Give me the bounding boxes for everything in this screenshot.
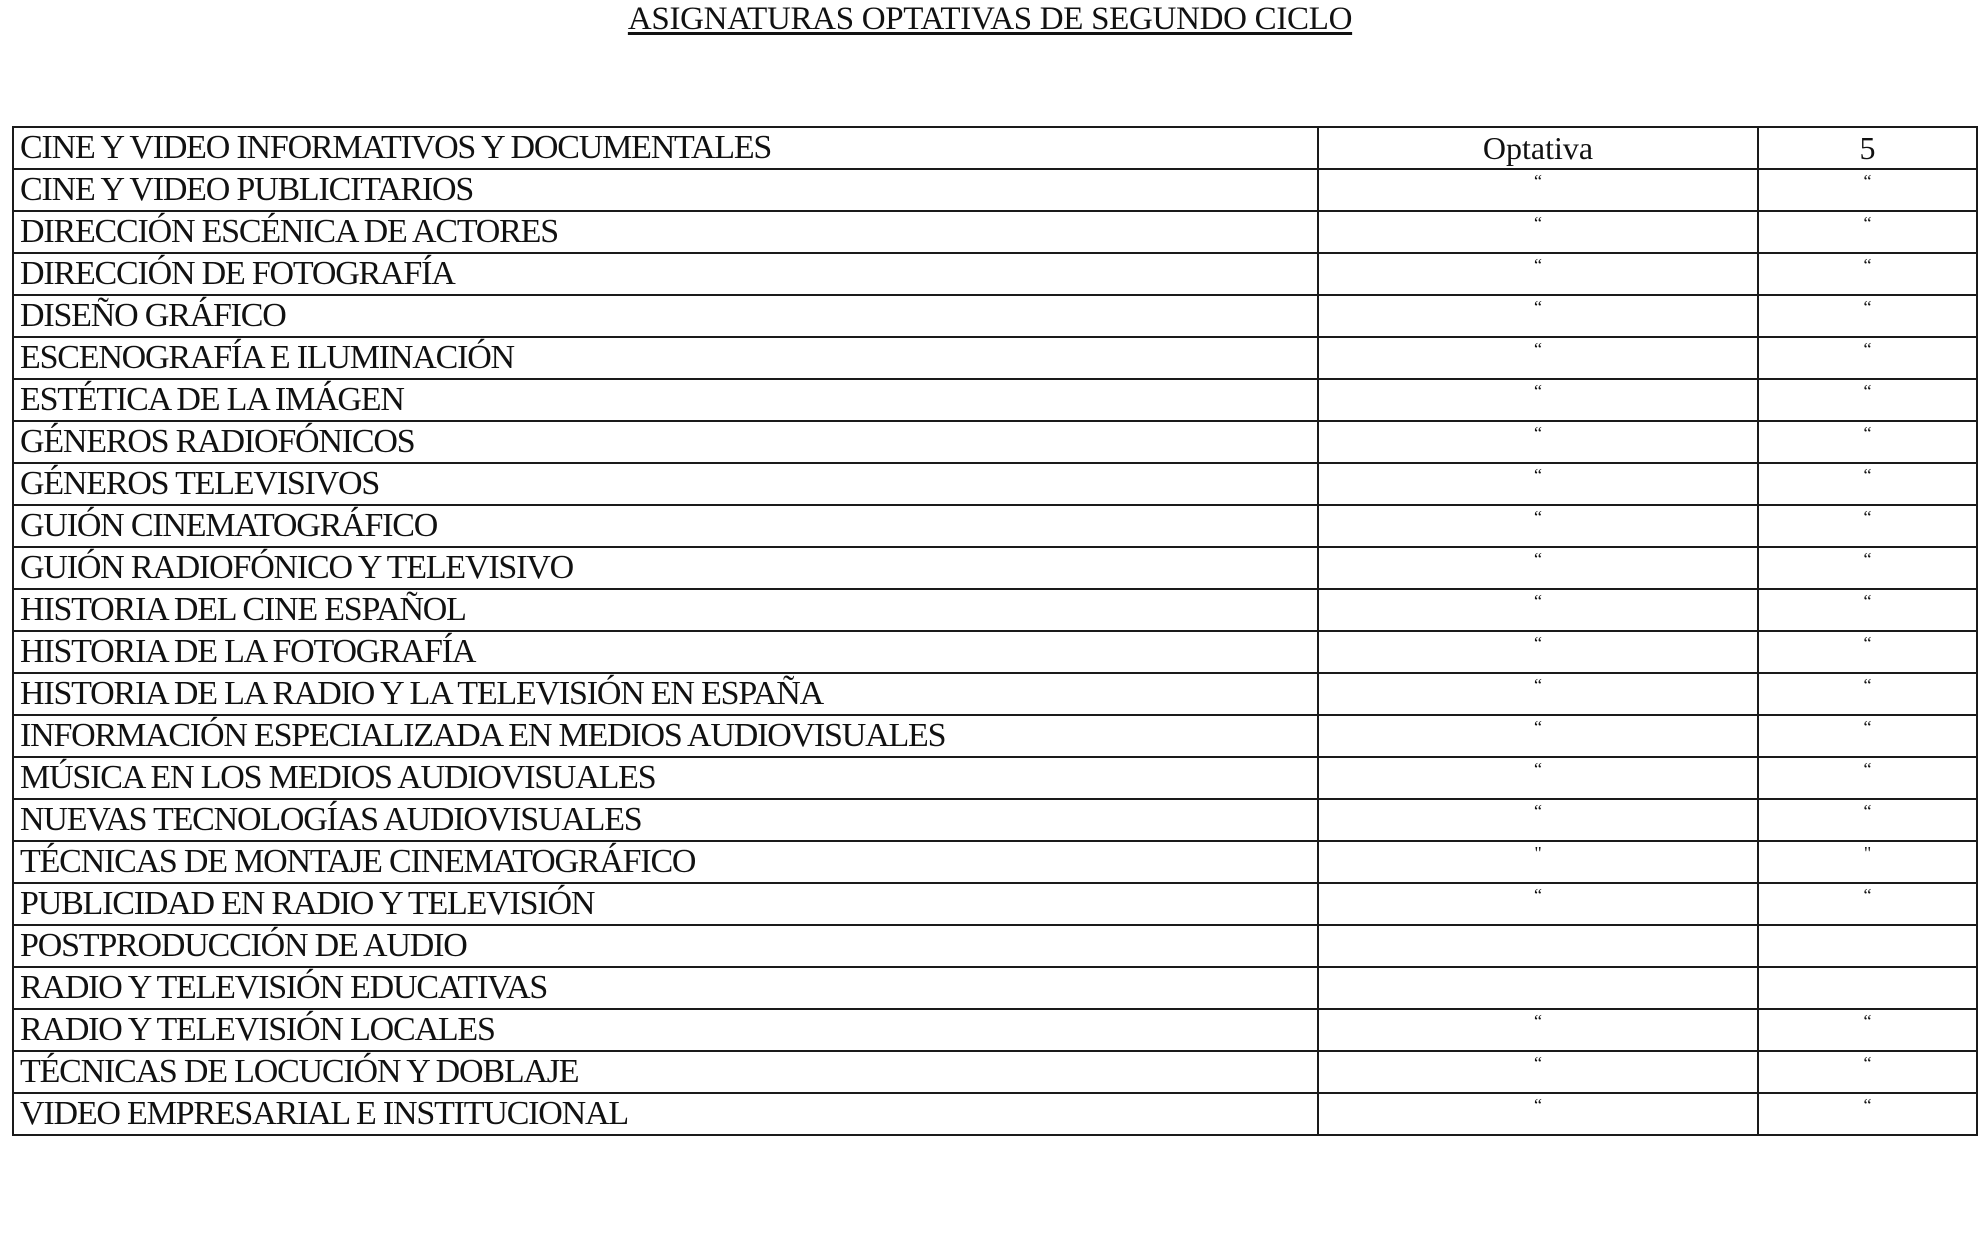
course-credits-text: “	[1863, 507, 1872, 527]
course-type-cell	[1318, 295, 1758, 337]
table-row	[13, 883, 1977, 925]
course-credits-cell	[1758, 673, 1977, 715]
course-name-text: NUEVAS TECNOLOGÍAS AUDIOVISUALES	[20, 801, 642, 838]
course-credits-text: “	[1863, 1053, 1872, 1073]
course-credits-cell	[1758, 379, 1977, 421]
course-type-cell	[1318, 421, 1758, 463]
course-name-text: ESTÉTICA DE LA IMÁGEN	[20, 381, 404, 418]
course-name-text: HISTORIA DE LA FOTOGRAFÍA	[20, 633, 476, 670]
course-credits-cell	[1758, 631, 1977, 673]
course-name-cell	[13, 673, 1318, 715]
course-type-text: “	[1534, 213, 1542, 233]
course-name-cell	[13, 715, 1318, 757]
course-type-cell	[1318, 715, 1758, 757]
course-name-cell	[13, 547, 1318, 589]
course-credits-text: “	[1863, 549, 1872, 569]
table-row	[13, 925, 1977, 967]
course-credits-cell	[1758, 421, 1977, 463]
course-name-cell	[13, 169, 1318, 211]
course-name-text: POSTPRODUCCIÓN DE AUDIO	[20, 927, 467, 964]
course-credits-cell	[1758, 589, 1977, 631]
course-credits-text: “	[1863, 801, 1872, 821]
course-name-cell	[13, 421, 1318, 463]
course-type-text: “	[1534, 255, 1542, 275]
course-credits-text: 5	[1859, 130, 1876, 166]
course-type-cell	[1318, 127, 1758, 169]
course-name-cell	[13, 1009, 1318, 1051]
course-type-cell	[1318, 799, 1758, 841]
course-type-text: "	[1534, 843, 1542, 863]
course-name-text: HISTORIA DE LA RADIO Y LA TELEVISIÓN EN ESPAÑA	[20, 675, 824, 712]
course-type-text: “	[1534, 549, 1542, 569]
course-name-cell	[13, 1093, 1318, 1135]
course-credits-text: “	[1863, 297, 1872, 317]
course-credits-cell	[1758, 547, 1977, 589]
course-credits-text: “	[1863, 717, 1872, 737]
course-name-text: TÉCNICAS DE LOCUCIÓN Y DOBLAJE	[20, 1053, 579, 1090]
table-row	[13, 505, 1977, 547]
course-name-text: DIRECCIÓN DE FOTOGRAFÍA	[20, 255, 455, 292]
course-credits-cell	[1758, 169, 1977, 211]
table-row	[13, 337, 1977, 379]
course-type-text: “	[1534, 507, 1542, 527]
course-name-text: PUBLICIDAD EN RADIO Y TELEVISIÓN	[20, 885, 595, 922]
course-credits-cell	[1758, 1093, 1977, 1135]
table-row	[13, 841, 1977, 883]
table-row	[13, 127, 1977, 169]
course-name-cell	[13, 799, 1318, 841]
table-row	[13, 967, 1977, 1009]
course-credits-text: “	[1863, 213, 1872, 233]
course-credits-cell	[1758, 883, 1977, 925]
table-row	[13, 463, 1977, 505]
course-type-cell	[1318, 211, 1758, 253]
course-credits-text: “	[1863, 1011, 1872, 1031]
course-name-cell	[13, 295, 1318, 337]
course-type-cell	[1318, 841, 1758, 883]
course-credits-cell	[1758, 463, 1977, 505]
course-name-text: CINE Y VIDEO INFORMATIVOS Y DOCUMENTALES	[20, 129, 772, 166]
course-type-cell	[1318, 673, 1758, 715]
course-name-cell	[13, 757, 1318, 799]
course-type-cell	[1318, 757, 1758, 799]
course-type-text: “	[1534, 423, 1542, 443]
course-credits-cell	[1758, 337, 1977, 379]
course-credits-cell	[1758, 967, 1977, 1009]
course-name-text: RADIO Y TELEVISIÓN EDUCATIVAS	[20, 969, 548, 1006]
course-type-cell	[1318, 883, 1758, 925]
course-type-text: “	[1534, 381, 1542, 401]
course-credits-cell	[1758, 1009, 1977, 1051]
course-credits-text: “	[1863, 423, 1872, 443]
course-type-text: “	[1534, 1011, 1542, 1031]
course-type-cell	[1318, 925, 1758, 967]
table-row	[13, 1051, 1977, 1093]
table-row	[13, 169, 1977, 211]
course-credits-cell	[1758, 841, 1977, 883]
course-credits-cell	[1758, 211, 1977, 253]
course-name-cell	[13, 211, 1318, 253]
course-credits-cell	[1758, 295, 1977, 337]
course-name-cell	[13, 379, 1318, 421]
course-credits-text: “	[1863, 675, 1872, 695]
course-type-text: “	[1534, 675, 1542, 695]
course-name-cell	[13, 841, 1318, 883]
course-credits-text: “	[1863, 759, 1872, 779]
course-name-cell	[13, 505, 1318, 547]
course-type-cell	[1318, 1051, 1758, 1093]
course-name-text: TÉCNICAS DE MONTAJE CINEMATOGRÁFICO	[20, 843, 696, 880]
course-credits-text: “	[1863, 465, 1872, 485]
course-type-text: “	[1534, 171, 1542, 191]
course-credits-cell	[1758, 757, 1977, 799]
course-credits-cell	[1758, 925, 1977, 967]
table-row	[13, 673, 1977, 715]
table-row	[13, 757, 1977, 799]
course-name-text: ESCENOGRAFÍA E ILUMINACIÓN	[20, 339, 514, 376]
table-row	[13, 547, 1977, 589]
course-name-cell	[13, 589, 1318, 631]
course-type-cell	[1318, 589, 1758, 631]
course-type-cell	[1318, 967, 1758, 1009]
course-name-cell	[13, 967, 1318, 1009]
course-credits-text: “	[1863, 381, 1872, 401]
table-row	[13, 631, 1977, 673]
course-type-text: “	[1534, 1095, 1542, 1115]
course-credits-cell	[1758, 799, 1977, 841]
table-row	[13, 253, 1977, 295]
course-type-cell	[1318, 463, 1758, 505]
course-credits-cell	[1758, 505, 1977, 547]
course-type-text: “	[1534, 465, 1542, 485]
course-type-cell	[1318, 631, 1758, 673]
table-row	[13, 1009, 1977, 1051]
course-name-cell	[13, 253, 1318, 295]
course-type-cell	[1318, 547, 1758, 589]
course-credits-text: “	[1863, 339, 1872, 359]
course-credits-text: “	[1863, 171, 1872, 191]
page-title: ASIGNATURAS OPTATIVAS DE SEGUNDO CICLO	[627, 1, 1353, 37]
course-type-cell	[1318, 1093, 1758, 1135]
course-type-text: “	[1534, 801, 1542, 821]
course-type-text: “	[1534, 633, 1542, 653]
course-type-cell	[1318, 505, 1758, 547]
course-type-text: “	[1534, 717, 1542, 737]
course-type-text: Optativa	[1482, 130, 1594, 166]
course-name-cell	[13, 631, 1318, 673]
course-credits-cell	[1758, 253, 1977, 295]
table-row	[13, 715, 1977, 757]
course-name-cell	[13, 127, 1318, 169]
course-credits-text: “	[1863, 885, 1872, 905]
course-credits-text: "	[1863, 843, 1872, 863]
table-row	[13, 1093, 1977, 1135]
course-type-cell	[1318, 253, 1758, 295]
course-type-text: “	[1534, 759, 1542, 779]
course-name-text: GUIÓN RADIOFÓNICO Y TELEVISIVO	[20, 549, 573, 586]
course-name-text: CINE Y VIDEO PUBLICITARIOS	[20, 171, 474, 208]
course-credits-cell	[1758, 1051, 1977, 1093]
table-row	[13, 421, 1977, 463]
course-name-text: GÉNEROS RADIOFÓNICOS	[20, 423, 415, 460]
table-row	[13, 211, 1977, 253]
course-credits-text: “	[1863, 591, 1872, 611]
course-name-cell	[13, 463, 1318, 505]
course-table	[12, 126, 1978, 1136]
course-type-text: “	[1534, 591, 1542, 611]
table-row	[13, 799, 1977, 841]
course-credits-cell	[1758, 127, 1977, 169]
course-name-text: GUIÓN CINEMATOGRÁFICO	[20, 507, 438, 544]
course-type-text: “	[1534, 297, 1542, 317]
course-name-cell	[13, 883, 1318, 925]
table-row	[13, 295, 1977, 337]
course-type-cell	[1318, 379, 1758, 421]
course-name-text: HISTORIA DEL CINE ESPAÑOL	[20, 591, 466, 628]
course-name-cell	[13, 1051, 1318, 1093]
course-name-text: MÚSICA EN LOS MEDIOS AUDIOVISUALES	[20, 759, 656, 796]
course-type-text: “	[1534, 1053, 1542, 1073]
course-credits-cell	[1758, 715, 1977, 757]
course-name-text: RADIO Y TELEVISIÓN LOCALES	[20, 1011, 495, 1048]
course-name-text: DISEÑO GRÁFICO	[20, 297, 286, 334]
course-name-text: INFORMACIÓN ESPECIALIZADA EN MEDIOS AUDIOVISUALES	[20, 717, 946, 754]
course-credits-text: “	[1863, 255, 1872, 275]
course-rows	[13, 127, 1977, 1135]
course-type-cell	[1318, 337, 1758, 379]
course-type-cell	[1318, 1009, 1758, 1051]
course-name-cell	[13, 925, 1318, 967]
course-type-text: “	[1534, 885, 1542, 905]
table-row	[13, 379, 1977, 421]
course-type-text: “	[1534, 339, 1542, 359]
course-name-text: DIRECCIÓN ESCÉNICA DE ACTORES	[20, 213, 558, 250]
course-name-cell	[13, 337, 1318, 379]
course-name-text: GÉNEROS TELEVISIVOS	[20, 465, 380, 502]
course-name-text: VIDEO EMPRESARIAL E INSTITUCIONAL	[20, 1095, 628, 1132]
course-type-cell	[1318, 169, 1758, 211]
table-row	[13, 589, 1977, 631]
course-credits-text: “	[1863, 1095, 1872, 1115]
course-credits-text: “	[1863, 633, 1872, 653]
